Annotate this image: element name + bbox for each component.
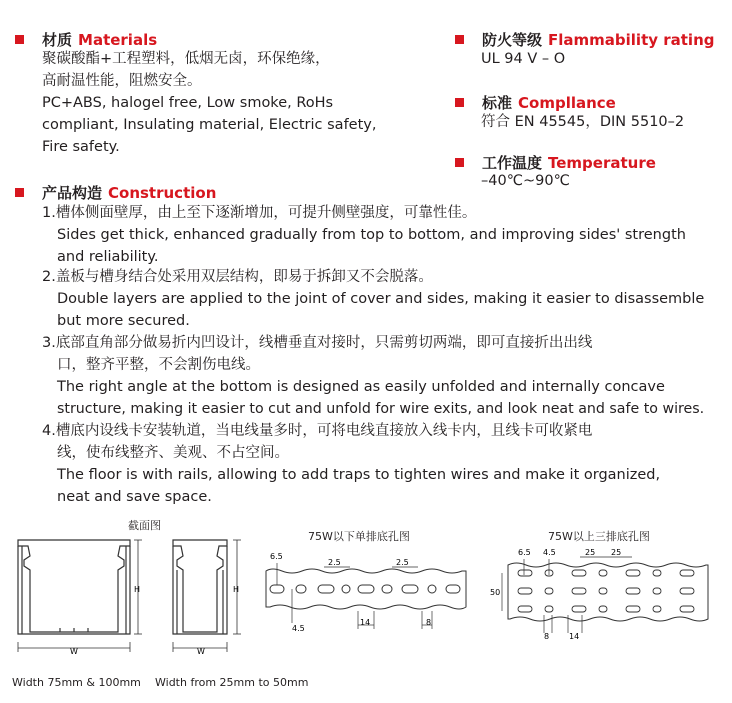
compliance-heading — [455, 92, 616, 113]
hole-slot — [518, 588, 532, 594]
hole-slot — [680, 570, 694, 576]
item-line: and reliability. — [57, 249, 159, 265]
hole-slot — [653, 606, 661, 612]
construction-item — [42, 332, 704, 420]
dim-label: 4.5 — [292, 624, 305, 633]
construction-item — [42, 420, 660, 508]
temperature-value: –40℃~90℃ — [481, 173, 570, 189]
dim-label: 14 — [569, 632, 580, 641]
dim-label: 6.5 — [270, 552, 283, 561]
item-line: neat and save space. — [57, 489, 212, 505]
dim-label: 8 — [544, 632, 550, 641]
hole-slot — [653, 570, 661, 576]
hole-slot — [680, 588, 694, 594]
hole-pattern-2-title: 75W以上三排底孔图 — [548, 530, 650, 543]
bullet-icon — [15, 188, 24, 197]
hole-slot — [599, 570, 607, 576]
hole-slot — [572, 606, 586, 612]
item-line: 线，使布线整齐、美观、不占空间。 — [57, 445, 289, 461]
dim-label: 50 — [490, 588, 501, 597]
hole-slot — [626, 570, 640, 576]
item-line: but more secured. — [57, 313, 190, 329]
dim-label: 25 — [611, 548, 622, 557]
hole-slot — [680, 606, 694, 612]
dim-label: 25 — [585, 548, 596, 557]
hole-slot — [599, 588, 607, 594]
materials-line: compliant, Insulating material, Electric safety, — [42, 117, 377, 133]
h-label: H — [134, 585, 141, 594]
section-diagram-title: 截面图 — [128, 519, 161, 532]
hole-slot — [599, 606, 607, 612]
hole-slot — [518, 570, 532, 576]
temperature-title-en: Temperature — [548, 153, 656, 172]
cross-section-small — [165, 530, 255, 660]
dim-label: 14 — [360, 618, 371, 627]
construction-item — [42, 202, 686, 268]
compliance-title-zh: 标准 — [482, 94, 513, 112]
hole-slot — [572, 588, 586, 594]
item-line: Sides get thick, enhanced gradually from top to bottom, and improving sides' strength — [57, 227, 686, 243]
bullet-icon — [455, 35, 464, 44]
hole-slot — [518, 606, 532, 612]
bullet-icon — [455, 98, 464, 107]
dim-label: 4.5 — [543, 548, 556, 557]
hole-pattern-1-title: 75W以下单排底孔图 — [308, 530, 410, 543]
construction-title-en: Construction — [108, 183, 217, 202]
construction-item — [42, 266, 704, 332]
item-line: 口，整齐平整，不会割伤电线。 — [57, 357, 260, 373]
compliance-title-en: Compllance — [518, 93, 616, 112]
materials-text — [42, 48, 376, 158]
w-label: W — [197, 647, 205, 656]
dim-label: 6.5 — [518, 548, 531, 557]
materials-line: PC+ABS, halogel free, Low smoke, RoHs — [42, 95, 334, 111]
hole-slot — [545, 606, 553, 612]
materials-line: 聚碳酸酯+工程塑料，低烟无卤，环保绝缘， — [42, 51, 330, 67]
bullet-icon — [455, 158, 464, 167]
item-line: structure, making it easier to cut and unfold for wire exits, and look neat and safe to wires. — [57, 401, 705, 417]
materials-title-en: Materials — [78, 30, 158, 49]
hole-slot — [626, 588, 640, 594]
item-line: 2.盖板与槽身结合处采用双层结构，即易于拆卸又不会脱落。 — [42, 269, 433, 285]
h-label: H — [233, 585, 240, 594]
item-line: Double layers are applied to the joint of cover and sides, making it easier to disassemble — [57, 291, 705, 307]
hole-slot — [572, 570, 586, 576]
compliance-value: 符合 EN 45545，DIN 5510–2 — [481, 114, 685, 130]
caption-large: Width 75mm & 100mm — [12, 676, 141, 689]
dim-label: 8 — [426, 618, 432, 627]
temperature-title-zh: 工作温度 — [482, 154, 543, 172]
construction-title-zh: 产品构造 — [42, 184, 103, 202]
item-line: 4.槽底内设线卡安装轨道，当电线量多时，可将电线直接放入线卡内，且线卡可收紧电 — [42, 423, 593, 439]
item-line: The right angle at the bottom is designed as easily unfolded and internally concave — [57, 379, 665, 395]
item-line: The floor is with rails, allowing to add traps to tighten wires and make it organized, — [57, 467, 661, 483]
bullet-icon — [15, 35, 24, 44]
flammability-heading — [455, 29, 715, 50]
flammability-title-zh: 防火等级 — [482, 31, 543, 49]
hole-slot — [626, 606, 640, 612]
materials-title-zh: 材质 — [42, 31, 73, 49]
hole-pattern-triple-row — [488, 545, 714, 645]
hole-slot — [653, 588, 661, 594]
materials-line: Fire safety. — [42, 139, 120, 155]
dim-label: 2.5 — [396, 558, 409, 567]
flammability-title-en: Flammability rating — [548, 30, 715, 49]
hole-pattern-single-row — [262, 545, 472, 645]
cross-section-large — [10, 530, 150, 660]
materials-heading — [15, 29, 157, 50]
construction-heading — [15, 182, 216, 203]
dim-label: 2.5 — [328, 558, 341, 567]
w-label: W — [70, 647, 78, 656]
item-line: 3.底部直角部分做易折内凹设计，线槽垂直对接时，只需剪切两端，即可直接折出出线 — [42, 335, 593, 351]
materials-line: 高耐温性能，阻燃安全。 — [42, 73, 202, 89]
item-line: 1.槽体侧面壁厚，由上至下逐渐增加，可提升侧壁强度，可靠性佳。 — [42, 205, 477, 221]
caption-small: Width from 25mm to 50mm — [155, 676, 309, 689]
hole-slot — [545, 588, 553, 594]
flammability-value: UL 94 V – O — [481, 51, 566, 67]
